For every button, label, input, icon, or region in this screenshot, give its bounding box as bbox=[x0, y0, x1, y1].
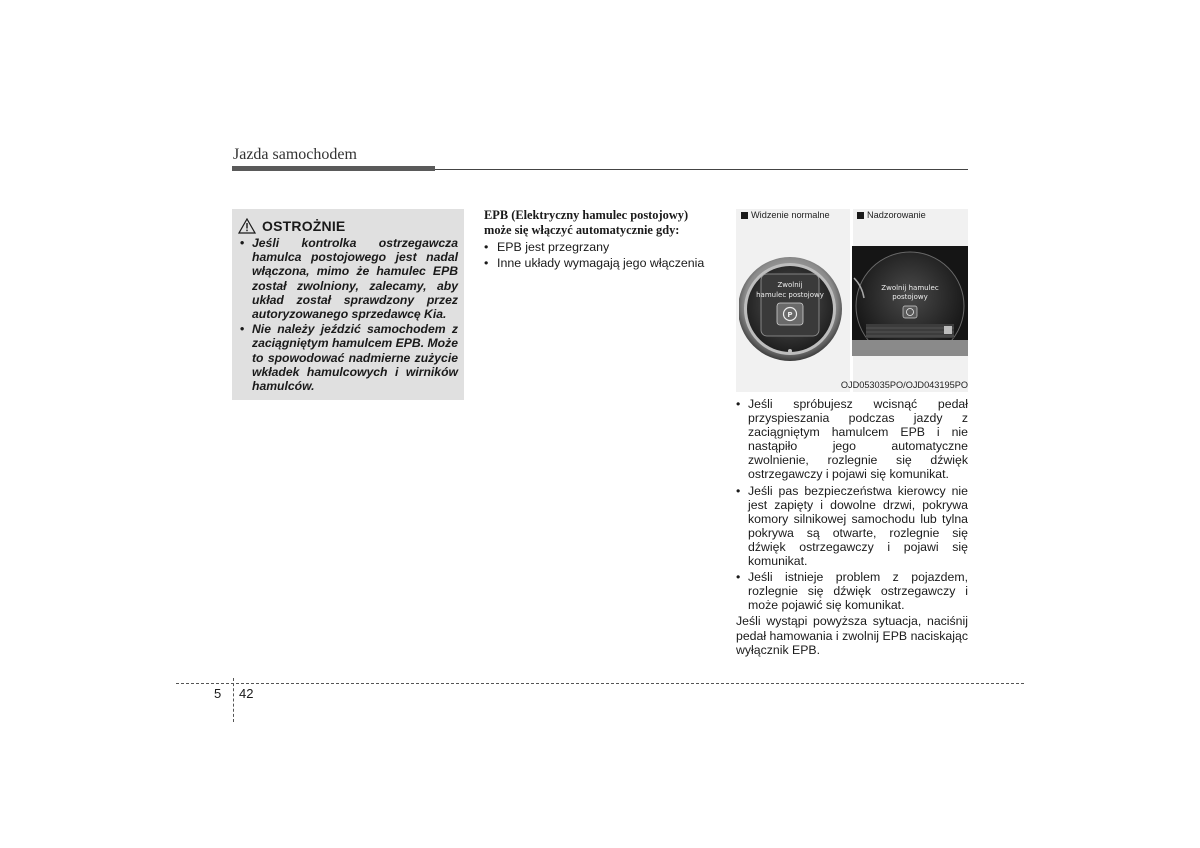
caution-title: OSTROŻNIE bbox=[262, 218, 346, 234]
warning-conditions-list bbox=[736, 397, 968, 612]
figure-code: OJD053035PO/OJD043195PO bbox=[840, 380, 968, 390]
gauge-text-line1: Zwolnij bbox=[777, 281, 803, 289]
chapter-number: 5 bbox=[214, 686, 222, 701]
list-item: • Jeśli istnieje problem z pojazdem, rozlegnie się dźwięk ostrzegawczy i może pojawić się komunikat. bbox=[736, 570, 968, 612]
gauge-text-line2: hamulec postojowy bbox=[756, 291, 824, 299]
header-title: Jazda samochodem bbox=[233, 146, 357, 163]
square-bullet-icon bbox=[857, 212, 864, 219]
list-item: • Jeśli spróbujesz wcisnąć pedał przyspieszania podczas jazdy z zaciągniętym hamulcem EPB i nie nastąpiło jego automatyczne zwolnienie, rozlegnie się dźwięk ostrzegawczy i pojawi się komunikat. bbox=[736, 397, 968, 482]
screen-text-line1: Zwolnij hamulec bbox=[881, 284, 939, 292]
page-number-separator bbox=[233, 678, 234, 722]
epb-heading-line2: może się włączyć automatycznie gdy: bbox=[484, 223, 680, 237]
figure-label-supervision-text: Nadzorowanie bbox=[867, 210, 926, 220]
right-column bbox=[736, 397, 968, 657]
warning-triangle-icon bbox=[238, 218, 256, 234]
caution-item: • Jeśli kontrolka ostrzegawcza hamulca postojowego jest nadal włączona, mimo że hamulec EPB został zwolniony, zalecamy, aby układ został sprawdzony przez autoryzowanego sprzedawcę Kia. bbox=[238, 236, 458, 321]
square-bullet-icon bbox=[741, 212, 748, 219]
header-rule-thick bbox=[232, 166, 435, 171]
instrument-cluster-figure bbox=[736, 209, 968, 392]
epb-heading-line1: EPB (Elektryczny hamulec postojowy) bbox=[484, 208, 689, 222]
list-item: • Inne układy wymagają jego włączenia bbox=[484, 255, 716, 271]
figure-label-normal bbox=[741, 210, 830, 220]
list-item: • Jeśli pas bezpieczeństwa kierowcy nie jest zapięty i dowolne drzwi, pokrywa komory silnikowej samochodu lub tylna pokrywa są otwarte, rozlegnie się dźwięk ostrzegawczy i pojawi się komunikat. bbox=[736, 484, 968, 569]
screen-text-line2: postojowy bbox=[892, 293, 928, 301]
svg-text:P: P bbox=[787, 311, 793, 319]
figure-label-normal-text: Widzenie normalne bbox=[751, 210, 830, 220]
caution-box bbox=[232, 209, 464, 400]
epb-heading bbox=[484, 208, 716, 238]
normal-gauge-image bbox=[739, 247, 847, 369]
epb-conditions-list bbox=[484, 239, 716, 271]
caution-list bbox=[238, 236, 458, 393]
page-number: 42 bbox=[239, 686, 254, 701]
instruction-paragraph: Jeśli wystąpi powyższa sytuacja, naciśnij pedał hamowania i zwolnij EPB naciskając wyłącznik EPB. bbox=[736, 614, 968, 657]
middle-column bbox=[484, 208, 716, 271]
figure-label-supervision bbox=[857, 210, 926, 220]
caution-header bbox=[238, 218, 458, 234]
list-item: • EPB jest przegrzany bbox=[484, 239, 716, 255]
footer-dashed-line bbox=[176, 683, 1024, 684]
header-rule-thin bbox=[435, 169, 968, 170]
caution-item: • Nie należy jeździć samochodem z zaciągniętym hamulcem EPB. Może to spowodować nadmierne zużycie wkładek hamulcowych i wirników hamulców. bbox=[238, 322, 458, 393]
supervision-display-image bbox=[852, 246, 968, 356]
